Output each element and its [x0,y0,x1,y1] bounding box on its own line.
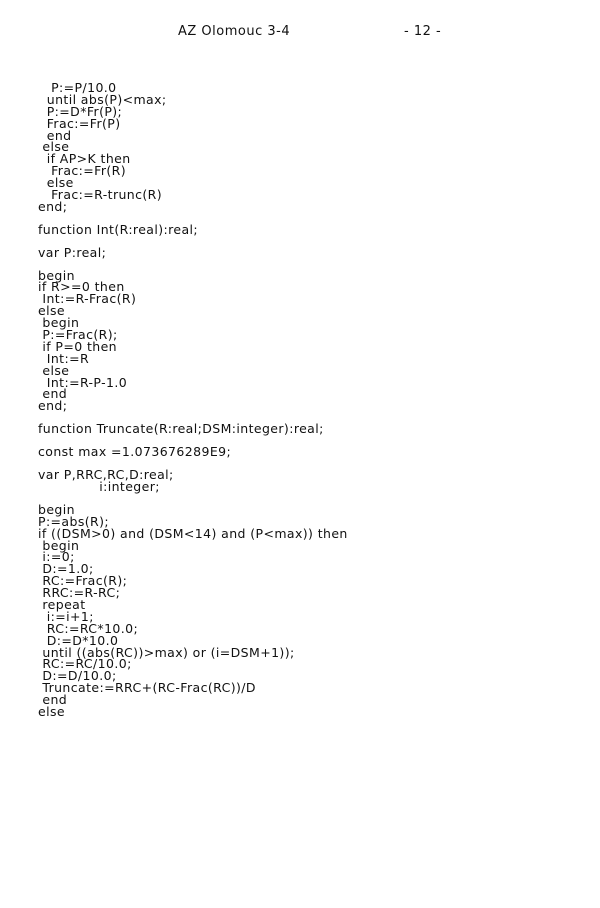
code-line: i:=i+1; [38,608,94,624]
code-line: end [38,386,68,402]
code-block [38,244,578,260]
code-line: P:=Frac(R); [38,327,118,343]
code-line: Frac:=Fr(P) [38,115,121,131]
code-line: i:integer; [38,478,160,494]
code-line: P:=D*Fr(P); [38,103,123,119]
code-line: else [38,139,70,155]
code-line: end [38,127,72,143]
document-title: AZ Olomouc 3-4 [178,24,291,39]
code-line: else [38,303,65,319]
code-line: begin [38,315,80,331]
code-line: D:=D/10.0; [38,668,117,684]
page-header [0,24,600,42]
code-line: Int:=R-Frac(R) [38,291,137,307]
code-block [38,82,578,213]
code-line: function Truncate(R:real;DSM:integer):real; [38,421,324,437]
code-line: P:=P/10.0 [38,80,117,95]
code-line: RC:=RC/10.0; [38,656,132,672]
code-line: var P,RRC,RC,D:real; [38,467,174,483]
code-line: else [38,175,74,191]
code-line: if AP>K then [38,151,131,167]
code-line: Int:=R [38,350,90,366]
blank-line [38,236,578,247]
code-line: end; [38,198,68,214]
code-line: var P:real; [38,244,107,260]
code-line: RC:=RC*10.0; [38,620,139,636]
code-block [38,469,578,493]
code-line: i:=0; [38,549,75,565]
code-block [38,267,578,414]
code-line: Frac:=R-trunc(R) [38,187,163,203]
code-line: until abs(P)<max; [38,91,167,107]
code-line: Int:=R-P-1.0 [38,374,128,390]
code-line: if R>=0 then [38,279,125,295]
code-line: else [38,703,65,719]
code-listing [38,82,578,718]
code-line: D:=1.0; [38,561,94,577]
code-block [38,423,578,435]
code-line: function Int(R:real):real; [38,221,199,237]
code-line: begin [38,267,75,283]
code-line: RRC:=R-RC; [38,585,121,601]
code-line: until ((abs(RC))>max) or (i=DSM+1)); [38,644,295,660]
code-block [38,221,578,237]
code-line: else [38,362,70,378]
code-line: end [38,692,68,708]
page-number: - 12 - [404,24,442,39]
code-block [38,446,578,458]
code-line: Truncate:=RRC+(RC-Frac(RC))/D [38,680,256,696]
code-line: D:=D*10.0 [38,632,119,648]
code-line: RC:=Frac(R); [38,573,128,589]
code-line: begin [38,501,75,517]
code-line: if ((DSM>0) and (DSM<14) and (P<max)) then [38,525,348,541]
code-line: repeat [38,596,86,612]
code-line: end; [38,398,68,414]
blank-line [38,493,578,504]
code-line: Frac:=Fr(R) [38,163,127,179]
code-line: const max =1.073676289E9; [38,444,232,460]
code-line: if P=0 then [38,338,117,354]
code-block [38,501,578,719]
blank-line [38,259,578,270]
code-line: begin [38,537,80,553]
code-line: P:=abs(R); [38,513,109,529]
